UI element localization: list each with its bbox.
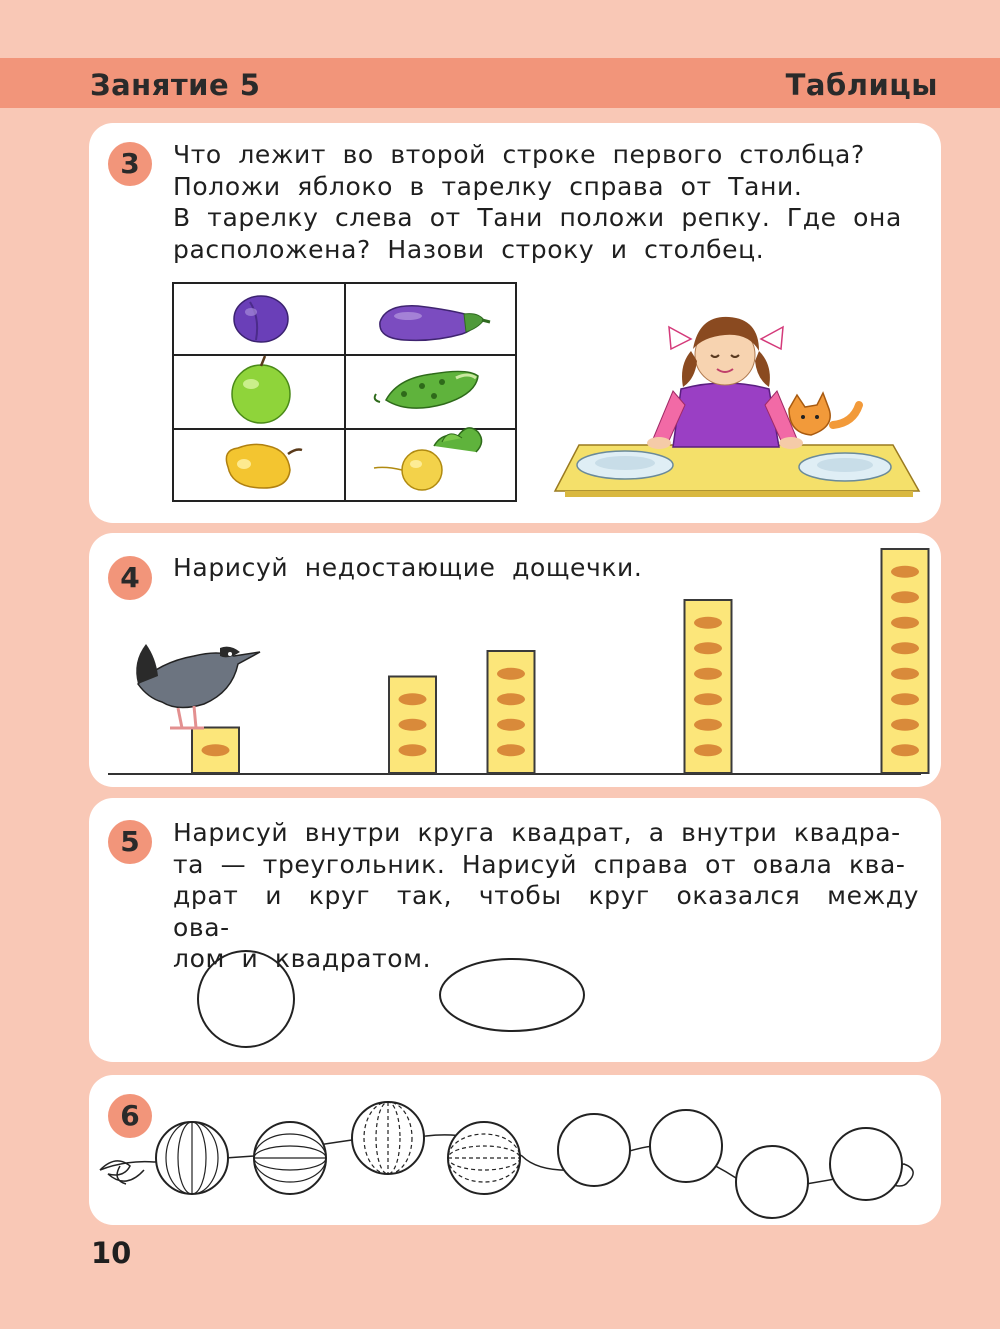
task-3-line-3: В тарелку слева от Тани положи репку. Где она [173,203,902,232]
board-8-dot [891,693,919,705]
board-6-dot [694,693,722,705]
task-3-line-2: Положи яблоко в тарелку справа от Тани. [173,171,803,201]
oval-shape [440,959,584,1031]
board-6-dot [694,719,722,731]
board-8-dot [891,591,919,603]
board-3-dot [399,719,427,731]
board-8-dot [891,744,919,756]
board-8-dot [891,642,919,654]
bead-3 [352,1102,424,1174]
girl-at-table-illustration [553,305,919,501]
boards-figure [108,552,922,777]
board-8-dot [891,719,919,731]
task-4-line-1: Нарисуй недостающие дощечки. [173,553,643,582]
board-6-dot [694,744,722,756]
board-4-dot [497,719,525,731]
board-8-dot [891,668,919,680]
plate-left-icon [577,451,673,479]
circle-shape [198,951,294,1047]
bead-8 [830,1128,902,1200]
lesson-title: Занятие 5 [90,68,261,102]
board-8 [882,549,929,773]
task-5-line-2: та — треугольник. Нарисуй справа от овала ква- [173,849,906,879]
beads-figure [96,1100,926,1224]
task-5-number: 5 [108,820,152,864]
task-3-number: 3 [108,142,152,186]
board-4-dot [497,693,525,705]
board-4-dot [497,668,525,680]
board-6-dot [694,642,722,654]
board-8-dot [891,617,919,629]
page-number: 10 [91,1236,132,1270]
board-8-dot [891,566,919,578]
task-3-line-4: расположена? Назови строку и столбец. [173,234,765,264]
cat-icon [789,393,859,435]
bead-5 [558,1114,630,1186]
bead-1 [156,1122,228,1194]
bead-2 [254,1122,326,1194]
bead-7 [736,1146,808,1218]
board-3-dot [399,693,427,705]
task-3-text [173,139,919,265]
task-6-number: 6 [108,1094,152,1138]
crow-icon [136,644,260,728]
girl-icon [647,317,803,449]
fruit-table [172,282,518,504]
plate-right-icon [799,453,891,481]
plum-icon [234,296,288,342]
board-6-dot [694,617,722,629]
task-4-number: 4 [108,556,152,600]
board-4-dot [497,744,525,756]
board-1-dot [202,744,230,756]
bead-6 [650,1110,722,1182]
topic-title: Таблицы [785,68,938,102]
task-5-line-1: Нарисуй внутри круга квадрат, а внутри квадра- [173,818,901,847]
board-3-dot [399,744,427,756]
bead-4 [448,1122,520,1194]
board-6-dot [694,668,722,680]
task-3-line-1: Что лежит во второй строке первого столбца? [173,140,865,169]
task-5-line-3: драт и круг так, чтобы круг оказался между ова- [173,881,919,942]
shapes-figure [190,945,590,1055]
task-5-line-4: лом и квадратом. [173,944,432,973]
